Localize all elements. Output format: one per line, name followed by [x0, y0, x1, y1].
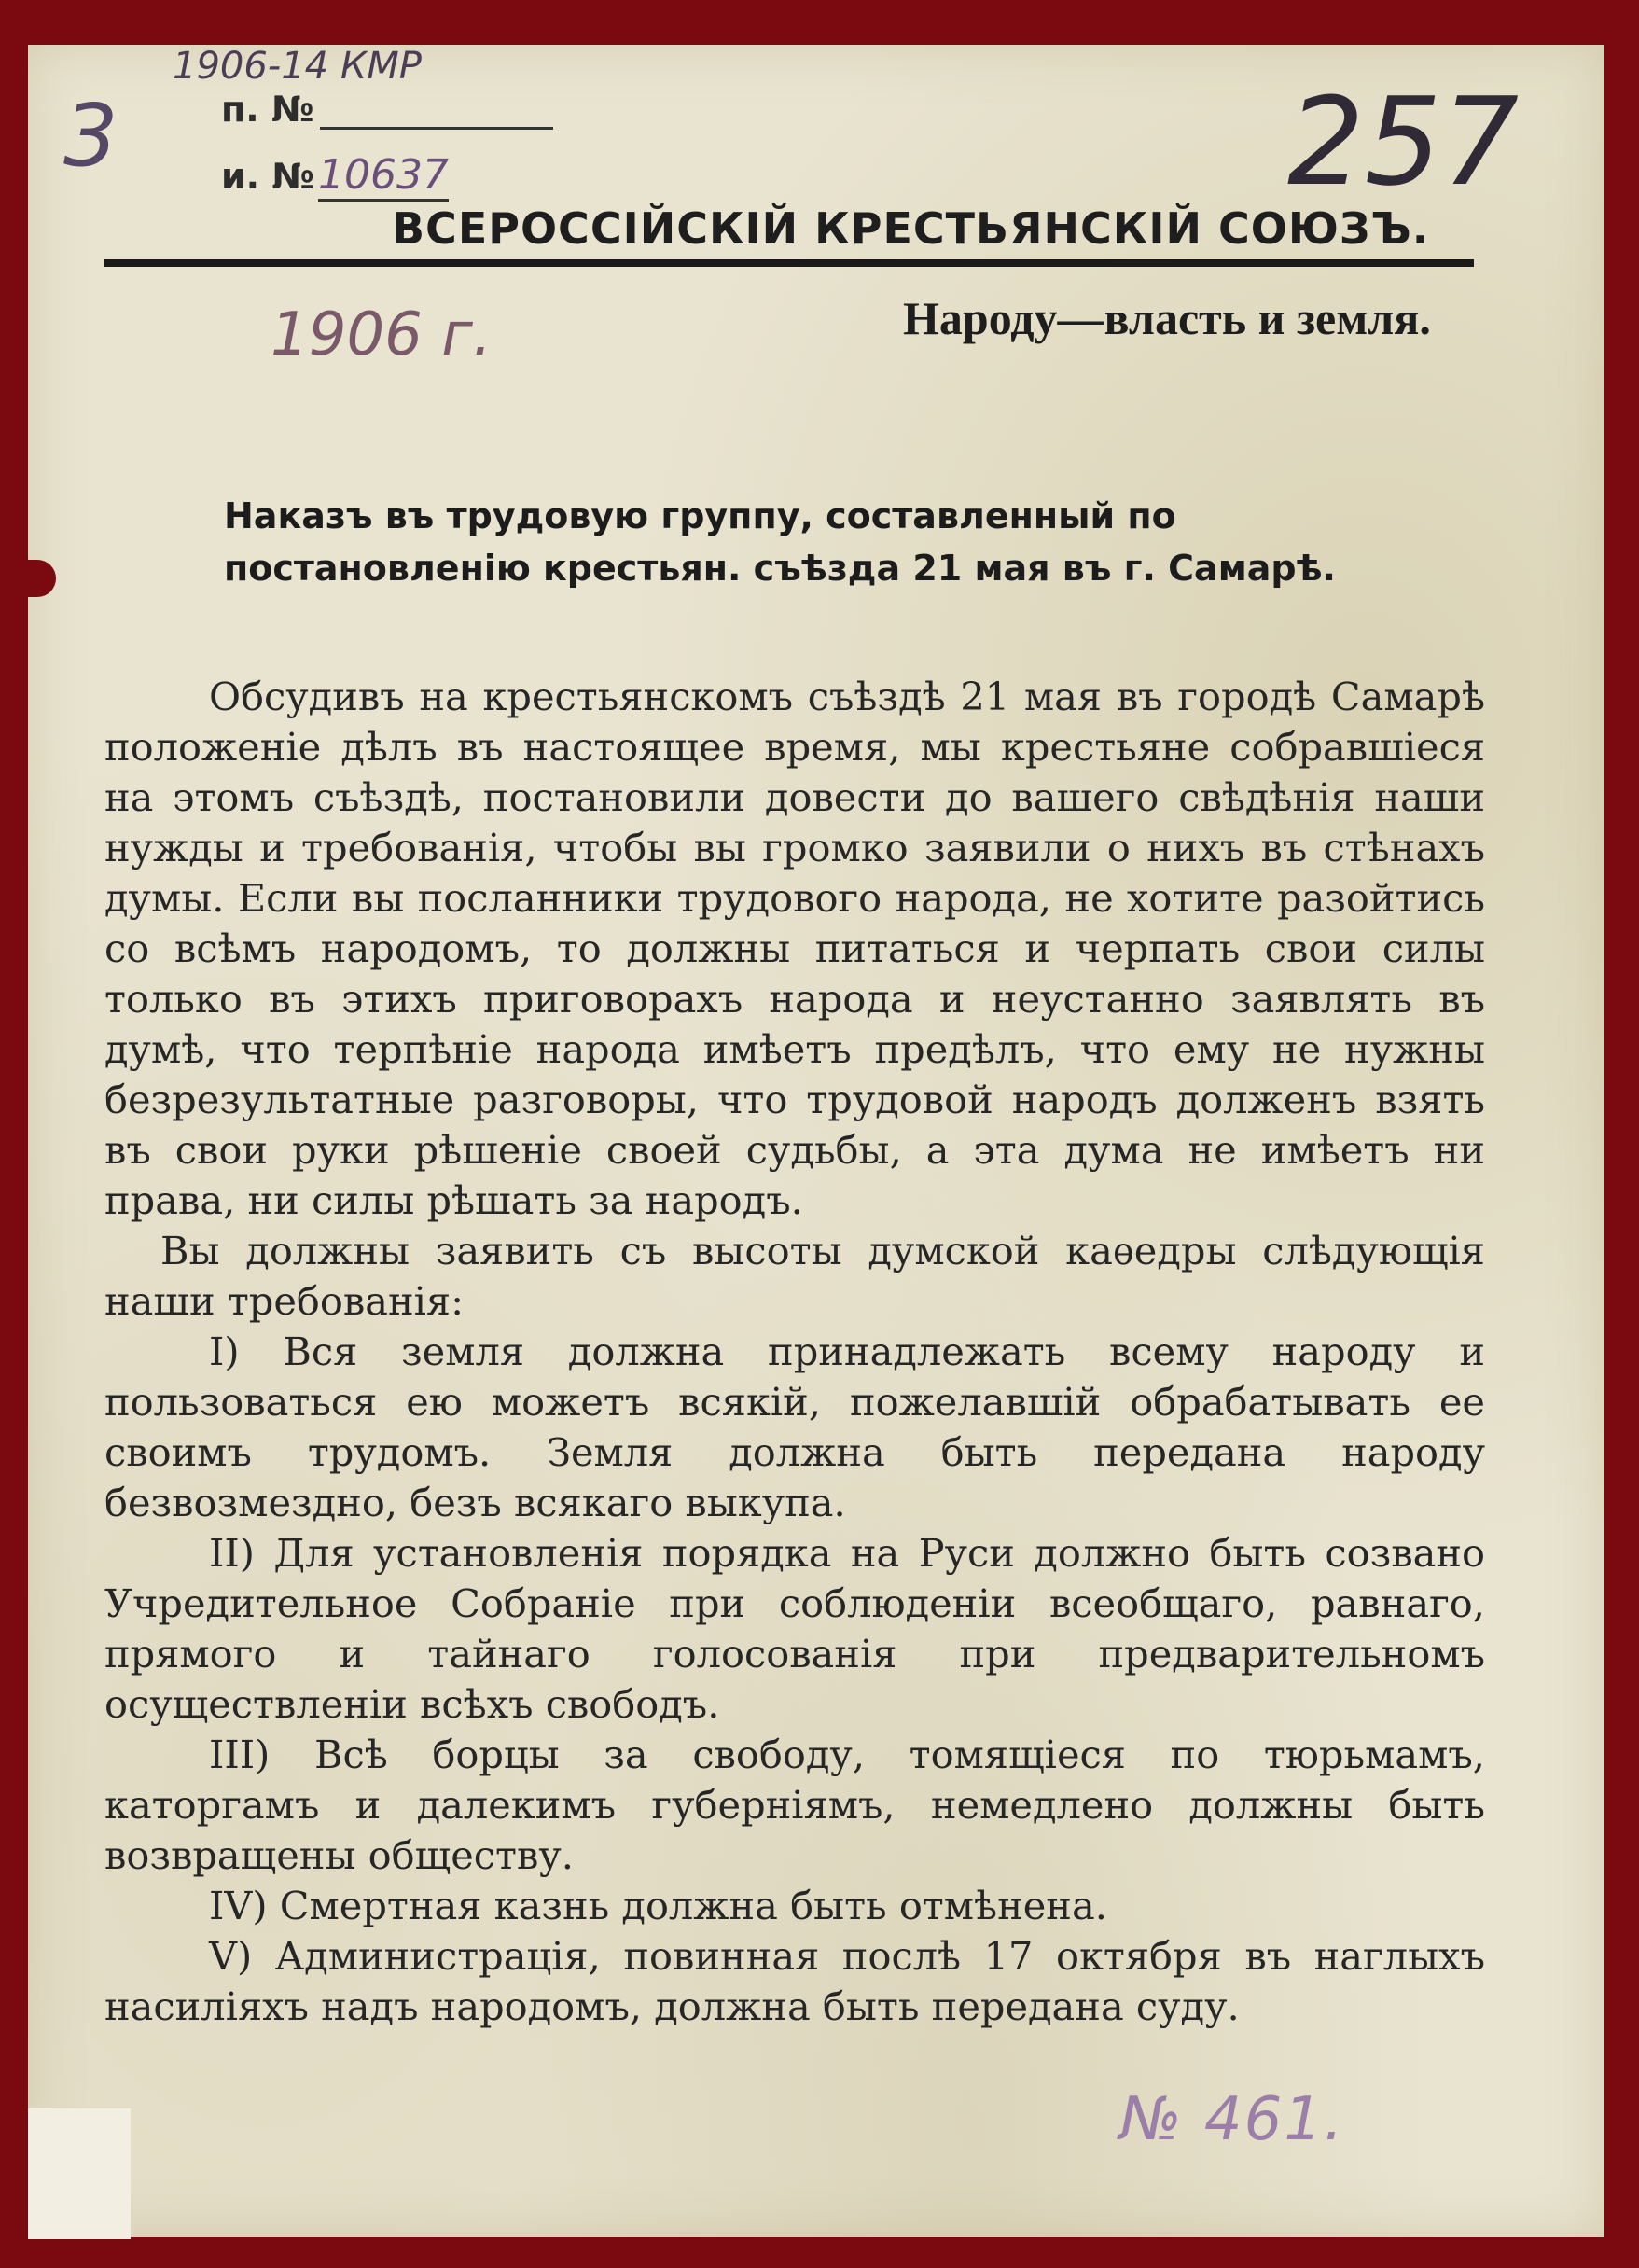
document-body [104, 672, 1485, 2032]
field-p-label: п. № [221, 89, 314, 130]
demand-2: II) Для установленія порядка на Руси должно быть созвано Учредительное Собраніе при соблюденіи всеобщаго, равнаго, прямого и тайнаго голосованія при предварительномъ осуществленіи всѣхъ свободъ. [104, 1530, 1485, 1727]
document-title: Наказъ въ трудовую группу, составленный по постановленію крестьян. съѣзда 21 мая въ г. Самарѣ. [224, 495, 1336, 589]
paragraph-intro: Обсудивъ на крестьянскомъ съѣздѣ 21 мая въ городѣ Самарѣ положеніе дѣлъ въ настоящее время, мы крестьяне собравшіеся на этомъ съѣздѣ, постановили довести до вашего свѣдѣнія наши нужды и требованія, чтобы вы громко заявили о нихъ въ стѣнахъ думы. Если вы посланники трудового народа, не хотите разойтись со всѣмъ народомъ, то должны питаться и черпать свои силы только въ этихъ приговорахъ народа и неустанно заявлять въ думѣ, что терпѣніе народа имѣетъ предѣлъ, что ему не нужны безрезультатные разговоры, что трудовой народъ долженъ взять въ свои руки рѣшеніе своей судьбы, а эта дума не имѣетъ ни права, ни силы рѣшать за народъ. [104, 674, 1485, 1223]
field-i [221, 151, 449, 199]
field-i-label: и. № [221, 156, 315, 197]
torn-corner [28, 2108, 131, 2239]
paragraph-demands-lead: Вы должны заявить съ высоты думской каѳедры слѣдующія наши требованія: [104, 1228, 1485, 1324]
year-annotation: 1906 г. [271, 300, 493, 369]
demand-4: IV) Смертная казнь должна быть отмѣнена. [209, 1883, 1107, 1928]
inventory-number: 10637 [318, 151, 449, 202]
demand-3: III) Всѣ борцы за свободу, томящіеся по тюрьмамъ, каторгамъ и далекимъ губерніямъ, немедлено должны быть возвращены обществу. [104, 1732, 1485, 1878]
union-title: ВСЕРОССІЙСКІЙ КРЕСТЬЯНСКІЙ СОЮЗЪ. [392, 203, 1430, 254]
slogan: Народу—власть и земля. [903, 292, 1431, 344]
sheet-number-annotation: 257 [1287, 71, 1520, 213]
stamp-number-annotation: № 461. [1119, 2085, 1345, 2154]
field-p [221, 89, 553, 130]
demand-1: I) Вся земля должна принадлежать всему народу и пользоваться ею можетъ всякій, пожелавшій обрабатывать ее своимъ трудомъ. Земля должна быть передана народу безвозмездно, безъ всякаго выкупа. [104, 1329, 1485, 1525]
file-number-annotation: 3 [63, 86, 118, 186]
field-p-blank [320, 99, 553, 130]
demand-5: V) Администрація, повинная послѣ 17 октября въ наглыхъ насиліяхъ надъ народомъ, должна быть передана суду. [104, 1933, 1485, 2029]
archive-code-annotation: 1906-14 КМР [173, 45, 422, 88]
header-rule [104, 259, 1474, 267]
